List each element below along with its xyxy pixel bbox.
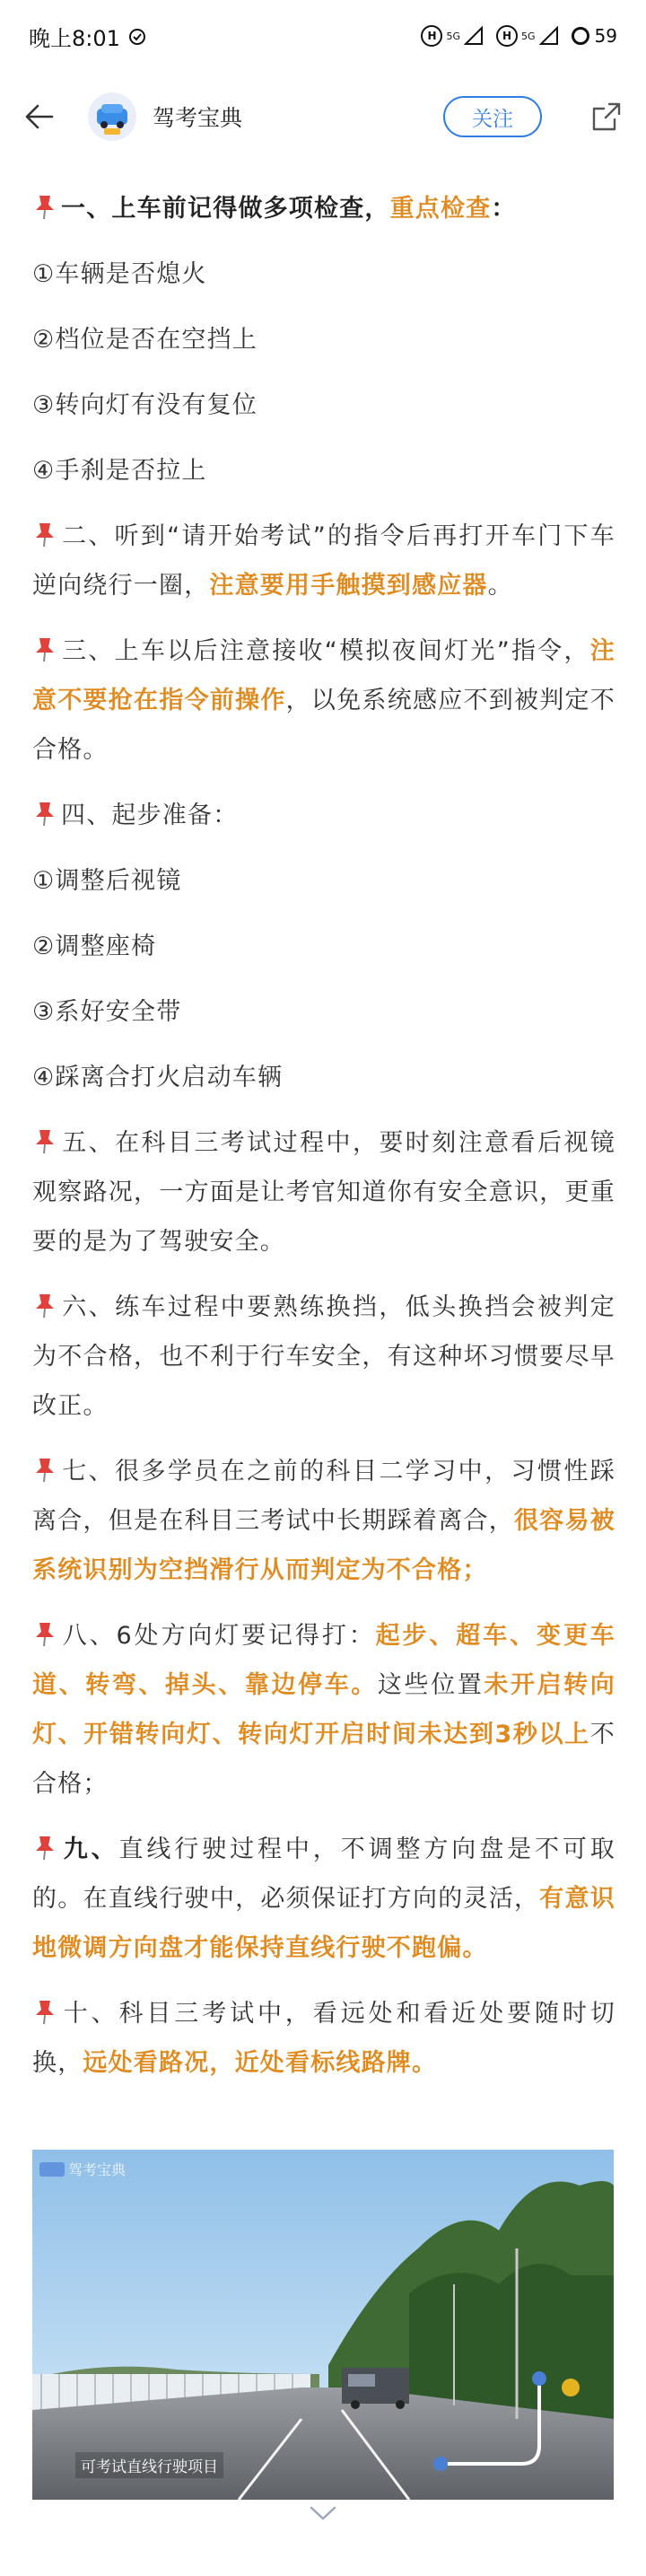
paragraph-7	[32, 1447, 615, 1595]
p2-text: 二、听到“请开始考试”的指令后再打开车门下车逆向绕行一圈，	[32, 522, 615, 600]
paragraph-1	[32, 184, 615, 233]
back-button[interactable]	[18, 95, 61, 138]
pushpin-icon	[32, 1291, 59, 1319]
status-time-text: 晚上8:01	[29, 25, 120, 51]
alarm-check-icon	[127, 26, 147, 46]
watermark-text: 驾考宝典	[68, 2161, 127, 2178]
p1-text: 一、上车前记得做多项检查，	[61, 195, 390, 223]
p8-highlight-1: 起步、超车、变更车道、转弯、掉头、靠边停车。	[32, 1622, 615, 1699]
p7-text: 七、很多学员在之前的科目二学习中，习惯性踩离合，但是在科目三考试中长期踩着离合，	[32, 1458, 615, 1535]
status-time	[29, 21, 147, 52]
pushpin-icon	[32, 1619, 59, 1648]
p10-text: 十、科目三考试中，看远处和看近处要随时切换，	[32, 2000, 615, 2077]
p3-highlight: 注意不要抢在指令前操作	[32, 637, 615, 714]
battery-level: 59	[594, 25, 617, 47]
p10-highlight: 远处看路况，近处看标线路牌。	[83, 2049, 438, 2077]
list-item: ④踩离合打火启动车辆	[32, 1064, 284, 1091]
road-photo[interactable]	[32, 2150, 614, 2500]
p8-mid: 这些位置	[377, 1671, 484, 1699]
pushpin-icon	[32, 520, 59, 548]
p5-text: 五、在科目三考试过程中，要时刻注意看后视镜观察路况，一方面是让考官知道你有安全意识，更重要的是为了驾驶安全。	[32, 1129, 615, 1256]
photo-caption: 可考试直线行驶项目	[75, 2452, 223, 2478]
share-button[interactable]	[585, 95, 628, 138]
pushpin-icon	[32, 1997, 59, 2026]
paragraph-3	[32, 626, 615, 775]
p8-highlight-2: 未开启转向灯、开错转向灯、转向灯开启时间未达到3秒以上	[32, 1671, 615, 1748]
net1-label: 5G	[446, 30, 461, 42]
photo-watermark	[39, 2159, 126, 2179]
avatar[interactable]	[88, 92, 136, 141]
signal-1-icon: H 5G	[421, 25, 484, 47]
p9-bold: 九、	[61, 1836, 119, 1863]
p2-end: 。	[487, 572, 513, 600]
p8-end: 不合格；	[32, 1721, 615, 1798]
p1-suffix: ：	[491, 195, 517, 223]
p9-text: 直线行驶过程中，不调整方向盘是不可取的。在直线行驶中，必须保证打方向的灵活，	[32, 1836, 615, 1913]
list-item: ④手刹是否拉上	[32, 457, 207, 485]
paragraph-8	[32, 1611, 615, 1809]
chevron-down-icon[interactable]	[308, 2504, 338, 2524]
status-icons	[421, 25, 617, 47]
p7-highlight: 很容易被系统识别为空挡滑行从而判定为不合格；	[32, 1507, 615, 1584]
road-scene-image	[32, 2150, 614, 2500]
paragraph-9	[32, 1825, 615, 1973]
signal-2-icon: H 5G	[496, 25, 559, 47]
watermark-logo-icon	[39, 2162, 65, 2177]
list-item: ②调整座椅	[32, 933, 157, 960]
account-name[interactable]: 驾考宝典	[153, 105, 243, 131]
article-body	[32, 184, 615, 2104]
follow-button[interactable]: 关注	[443, 96, 542, 137]
list-item: ②档位是否在空挡上	[32, 326, 258, 354]
p2-highlight: 注意要用手触摸到感应器	[209, 572, 488, 600]
p1-highlight: 重点检查	[389, 195, 492, 223]
paragraph-2	[32, 512, 615, 610]
p3-text: 三、上车以后注意接收“模拟夜间灯光”指令，	[61, 637, 590, 665]
list-item: ③系好安全带	[32, 998, 182, 1026]
status-bar	[0, 0, 646, 72]
pushpin-icon	[32, 1833, 59, 1862]
net2-label: 5G	[521, 30, 536, 42]
pushpin-icon	[32, 799, 59, 828]
p6-text: 六、练车过程中要熟练换挡，低头换挡会被判定为不合格，也不利于行车安全，有这种坏习惯要尽早改正。	[32, 1293, 615, 1420]
pushpin-icon	[32, 635, 59, 663]
pushpin-icon	[32, 192, 59, 221]
back-arrow-icon	[23, 101, 56, 133]
paragraph-6	[32, 1283, 615, 1431]
p8-text: 八、6处方向灯要记得打：	[61, 1622, 376, 1650]
pushpin-icon	[32, 1126, 59, 1155]
share-icon	[589, 100, 624, 134]
list-item: ①调整后视镜	[32, 867, 182, 895]
paragraph-10	[32, 1989, 615, 2088]
p3-end: ，以免系统感应不到被判定不合格。	[32, 687, 615, 764]
nav-bar	[0, 72, 646, 162]
car-logo-icon	[92, 96, 133, 137]
pushpin-icon	[32, 1455, 59, 1484]
paragraph-4	[32, 791, 615, 840]
p4-text: 四、起步准备：	[61, 802, 239, 829]
list-item: ③转向灯有没有复位	[32, 391, 258, 419]
battery-icon	[572, 27, 589, 45]
list-item: ①车辆是否熄火	[32, 260, 207, 288]
paragraph-5	[32, 1118, 615, 1266]
battery-indicator	[572, 25, 617, 47]
p9-highlight: 有意识地微调方向盘才能保持直线行驶不跑偏。	[32, 1885, 615, 1962]
